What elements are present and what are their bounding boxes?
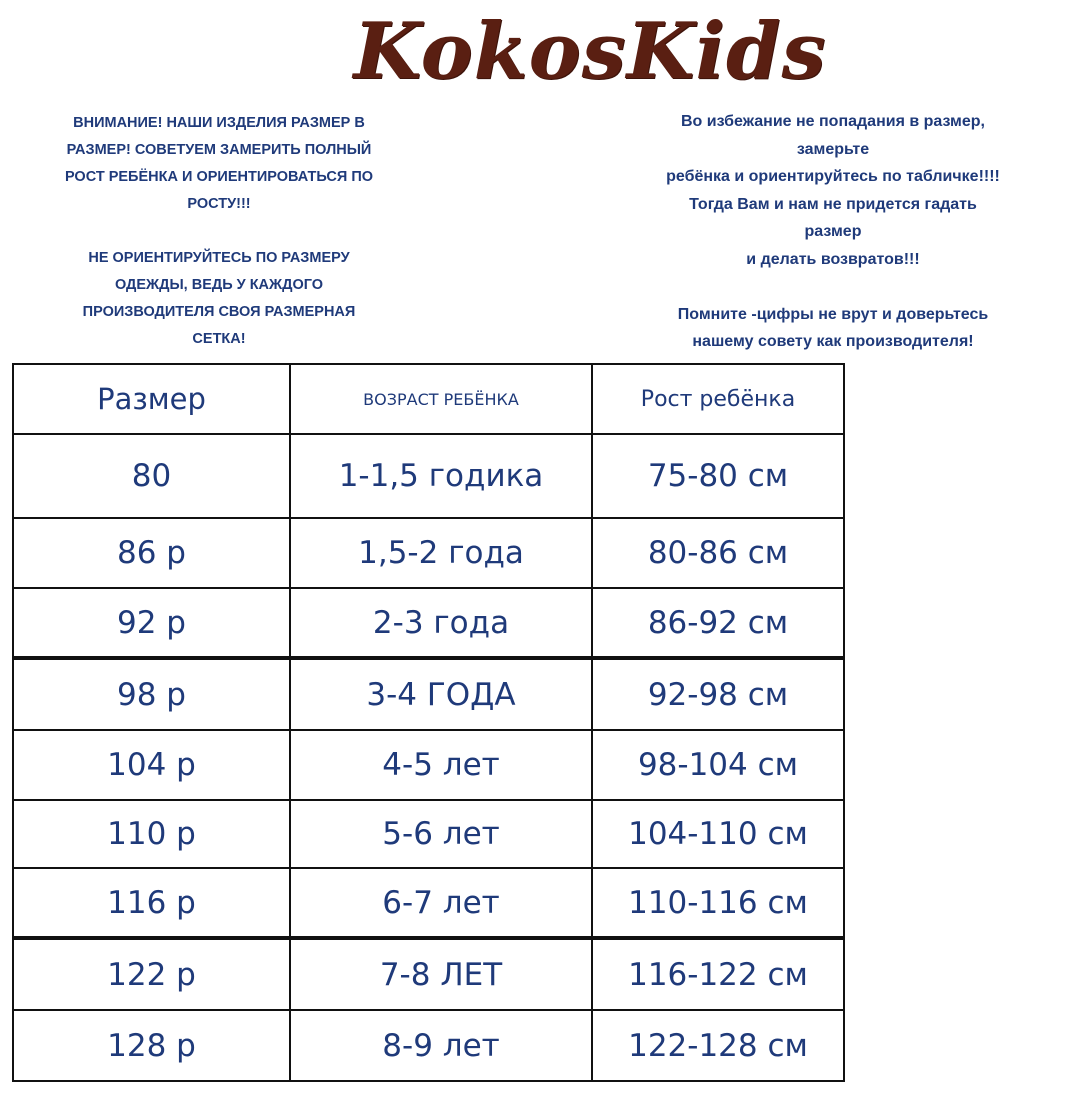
table-header-row [13,364,844,434]
cell-height: 98-104 см [592,730,844,800]
header-height: Рост ребёнка [592,364,844,434]
cell-size: 104 р [13,730,290,800]
cell-height: 75-80 см [592,434,844,518]
notice-right-line: замерьте [796,140,870,158]
notice-right-line: и делать возвратов!!! [746,250,920,268]
notice-left-line: РАЗМЕР! СОВЕТУЕМ ЗАМЕРИТЬ ПОЛНЫЙ [66,142,372,158]
cell-age: 1-1,5 годика [290,434,592,518]
table-row [13,938,844,1010]
table-row [13,800,844,868]
cell-age: 7-8 ЛЕТ [290,938,592,1010]
cell-height: 110-116 см [592,868,844,938]
cell-age: 2-3 года [290,588,592,658]
cell-age: 1,5-2 года [290,518,592,588]
cell-age: 4-5 лет [290,730,592,800]
table-row [13,730,844,800]
cell-size: 110 р [13,800,290,868]
notice-left-line: СЕТКА! [192,331,246,347]
brand-logo: KokosKids [353,6,827,97]
notice-right-line: нашему совету как производителя! [692,333,974,350]
table-row [13,868,844,938]
notice-right-line: Помните -цифры не врут и доверьтесь [677,305,989,323]
notice-right-line: Тогда Вам и нам не придется гадать [689,195,977,213]
notice-left [14,110,424,353]
table-row [13,658,844,730]
header-size: Размер [13,364,290,434]
notice-right-line: размер [804,223,862,240]
cell-age: 3-4 ГОДА [290,658,592,730]
table-row [13,434,844,518]
cell-age: 6-7 лет [290,868,592,938]
notice-right-line: Во избежание не попадания в размер, [680,113,985,130]
cell-size: 80 [13,434,290,518]
cell-height: 86-92 см [592,588,844,658]
cell-height: 92-98 см [592,658,844,730]
cell-size: 128 р [13,1010,290,1081]
notice-left-line: ПРОИЗВОДИТЕЛЯ СВОЯ РАЗМЕРНАЯ [82,304,356,320]
cell-height: 122-128 см [592,1010,844,1081]
header-age: ВОЗРАСТ РЕБЁНКА [290,364,592,434]
cell-height: 104-110 см [592,800,844,868]
notice-left-line: НЕ ОРИЕНТИРУЙТЕСЬ ПО РАЗМЕРУ [88,250,350,266]
notice-right [608,108,1058,356]
cell-age: 5-6 лет [290,800,592,868]
cell-size: 122 р [13,938,290,1010]
size-chart-table [12,363,845,1082]
notice-left-line: ОДЕЖДЫ, ВЕДЬ У КАЖДОГО [114,277,324,293]
cell-size: 98 р [13,658,290,730]
notice-right-line: ребёнка и ориентируйтесь по табличке!!!! [666,168,1000,185]
cell-age: 8-9 лет [290,1010,592,1081]
table-row [13,588,844,658]
notice-left-line: РОСТУ!!! [187,196,251,212]
cell-size: 92 р [13,588,290,658]
table-row [13,1010,844,1081]
cell-size: 116 р [13,868,290,938]
notice-left-line: ВНИМАНИЕ! НАШИ ИЗДЕЛИЯ РАЗМЕР В [73,115,365,131]
cell-height: 116-122 см [592,938,844,1010]
table-row [13,518,844,588]
cell-size: 86 р [13,518,290,588]
cell-height: 80-86 см [592,518,844,588]
notice-left-line: РОСТ РЕБЁНКА И ОРИЕНТИРОВАТЬСЯ ПО [64,169,374,185]
